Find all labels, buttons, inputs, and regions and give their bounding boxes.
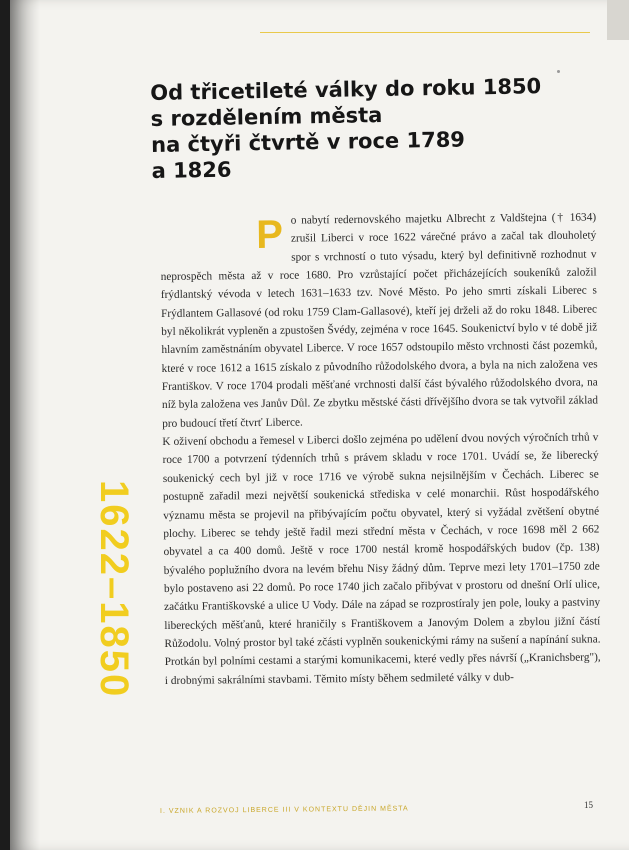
title-line: Od třicetileté války do roku 1850 (150, 74, 542, 105)
header-rule (260, 32, 590, 33)
side-year-range (92, 480, 136, 720)
paragraph (160, 208, 598, 433)
title-line: s rozdělením města (150, 102, 383, 131)
speck (557, 70, 560, 73)
gutter-shadow (10, 0, 40, 850)
paragraph: K oživení obchodu a řemesel v Liberci došlo zejména po udělení dvou nových výročních trhů v roce 1700 a potvrzení týdenních trhů s právem skladu v roce 1701. Uvádí se, že liberecký soukenický cech byl již v roce 1716 ve výrobě sukna nejsilnějším v Čechách. Liberec se postupně zařadil mezi největší soukenická střediska v celé monarchii. Růst hospodářského významu města se projevil na přibývajícím počtu obyvatel, který si vyžádal zvětšení obytné plochy. Liberec se tehdy ještě řadil mezi střední města v Čechách, v roce 1698 měl 2 662 obyvatel a ca 400 domů. Ještě v roce 1700 nestál kromě hospodářských budov (čp. 138) bývalého poplužního dvora na levém břehu Nisy žádný dům. Teprve mezi lety 1701–1750 zde bylo postaveno asi 22 domů. Po roce 1740 jich začalo přibývat v prostoru od dnešní Orlí ulice, začátku Františkovské a ulice U Vody. Dále na západ se rozprostíraly jen pole, louky a pastviny libereckých měšťanů, které hraničily s Františkovem a Janovým Dolem a zbylou jižní částí Růžodolu. Volný prostor byl také zčásti vyplněn soukenickými rámy na sušení a napínání sukna. Protkán byl polními cestami a starými komunikacemi, které vedly přes návrší („Kranichsberg"), i drobnými sakrálními stavbami. Těmito místy během sedmileté války v dub- (162, 431, 601, 687)
title-line: na čtyři čtvrtě v roce 1789 (150, 127, 466, 157)
running-footer: I. VZNIK A ROZVOJ LIBERCE III V KONTEXTU DĚJIN MĚSTA (160, 805, 409, 815)
title-line: a 1826 (151, 157, 232, 183)
side-year-label: 1622–1850 (92, 480, 136, 699)
chapter-title (150, 73, 552, 184)
page-edge (607, 0, 629, 40)
drop-cap: P (256, 212, 284, 257)
body-text (160, 208, 601, 689)
page-number: 15 (584, 800, 593, 810)
book-page (10, 0, 629, 850)
paragraph-text: o nabytí redernovského majetku Albrecht z Valdštejna († 1634) zrušil Liberci v roce 1622 várečné právo a začal tak dlouholetý spor s vrchností o tuto výsadu, který byl definitivně rozhodnut v neprospěch města až v roce 1680. Pro vzrůstající počet přicházejících soukeníků založil frýdlantský vévoda v letech 1631–1633 tzv. Nové Město. Po jeho smrti získali Liberec s Frýdlantem Gallasové (od roku 1759 Clam-Gallasové), kteří jej drželi až do roku 1848. Liberec byl několikrát vypleněn a zpustošen Švédy, zejména v roce 1645. Soukenictví bylo v té době již hlavním zaměstnáním obyvatel Liberce. V roce 1657 odstoupilo město vrchnosti část pozemků, které v roce 1612 a 1615 získalo z původního růžodolského dvora, a byla na nich založena ves Františkov. V roce 1704 prodali měšťané vrchnosti další část bývalého růžodolského dvora, na níž byla založena ves Janův Důl. Ze zbytku městské části dřívějšího dvora se tak vytvořil základ pro budoucí třetí čtvrť Liberce. (160, 211, 599, 430)
